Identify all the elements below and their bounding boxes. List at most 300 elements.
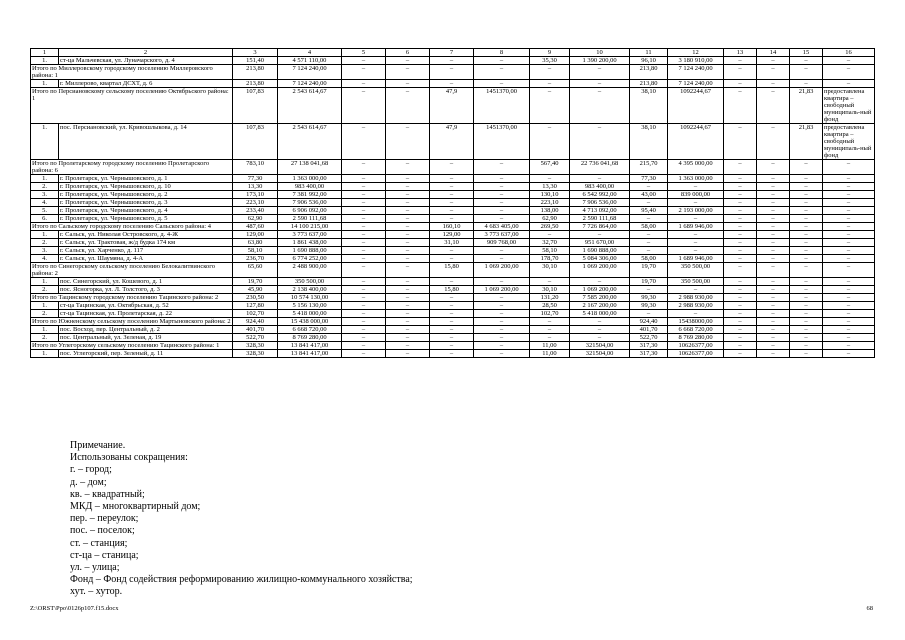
table-cell: –: [386, 199, 430, 207]
table-cell: 95,40: [630, 207, 668, 215]
table-cell: –: [790, 215, 823, 223]
table-cell: –: [724, 263, 757, 278]
table-cell: 269,50: [530, 223, 570, 231]
table-cell: 13,30: [233, 183, 278, 191]
table-cell: –: [342, 263, 386, 278]
table-cell: 567,40: [530, 160, 570, 175]
table-cell: 1092244,67: [668, 88, 724, 124]
table-cell: –: [570, 80, 630, 88]
table-cell: –: [386, 247, 430, 255]
footer-file-path: Z:\ORST\Ppo\0126p107.f15.docx: [30, 605, 119, 612]
table-cell: –: [790, 326, 823, 334]
table-cell: –: [474, 294, 530, 302]
table-cell: –: [430, 310, 474, 318]
table-cell: 6 906 092,00: [278, 207, 342, 215]
table-cell: 13,30: [530, 183, 570, 191]
table-cell: 130,10: [530, 191, 570, 199]
row-number-cell: 2.: [31, 183, 59, 191]
subtotal-row: [31, 342, 875, 350]
table-cell: –: [668, 310, 724, 318]
table-cell: 5 156 130,00: [278, 302, 342, 310]
table-cell: –: [474, 160, 530, 175]
table-cell: 30,10: [530, 263, 570, 278]
table-cell: 223,10: [233, 199, 278, 207]
table-cell: –: [790, 247, 823, 255]
table-cell: 62,90: [530, 215, 570, 223]
table-cell: –: [823, 350, 875, 358]
table-cell: 2 988 930,00: [668, 302, 724, 310]
table-row: [31, 57, 875, 65]
column-number-cell: 6: [386, 49, 430, 57]
table-cell: 4 713 092,00: [570, 207, 630, 215]
column-number-cell: 2: [59, 49, 233, 57]
note-line: хут. – хутор.: [70, 586, 123, 598]
table-cell: –: [757, 263, 790, 278]
table-cell: –: [757, 223, 790, 231]
table-cell: –: [474, 191, 530, 199]
table-cell: –: [570, 334, 630, 342]
table-cell: –: [342, 191, 386, 199]
table-cell: предоставлена квартира – свободный муниципаль-ный фонд: [823, 88, 875, 124]
table-cell: –: [790, 57, 823, 65]
note-line: кв. – квадратный;: [70, 488, 145, 500]
note-line: Фонд – Фонд содействия реформированию жилищно-коммунального хозяйства;: [70, 574, 413, 586]
table-cell: 58,10: [233, 247, 278, 255]
table-cell: –: [668, 231, 724, 239]
table-cell: 1 690 888,00: [570, 247, 630, 255]
table-cell: –: [757, 160, 790, 175]
table-cell: 15,80: [430, 263, 474, 278]
table-cell: 487,60: [233, 223, 278, 231]
table-cell: 1 690 888,00: [278, 247, 342, 255]
row-number-cell: 3.: [31, 247, 59, 255]
table-row: [31, 247, 875, 255]
table-cell: –: [430, 334, 474, 342]
row-number-cell: 2.: [31, 239, 59, 247]
table-cell: –: [823, 302, 875, 310]
table-cell: 151,40: [233, 57, 278, 65]
subtotal-label: Итого по Южненскому сельскому поселению Мартыновского района: 2: [32, 318, 231, 325]
note-line: МКД – многоквартирный дом;: [70, 501, 201, 513]
table-cell: –: [823, 65, 875, 80]
table-cell: –: [342, 215, 386, 223]
address-cell: г. Сальск, ул. Николая Островского, д. 4-Ж: [59, 231, 233, 239]
table-cell: –: [790, 263, 823, 278]
table-cell: –: [570, 278, 630, 286]
table-cell: –: [342, 350, 386, 358]
table-cell: 230,50: [233, 294, 278, 302]
address-cell: г. Пролетарск, ул. Чернышовского, д. 3: [59, 199, 233, 207]
subtotal-row: [31, 318, 875, 326]
row-number-cell: 4.: [31, 199, 59, 207]
row-number-cell: 1.: [31, 80, 59, 88]
table-cell: –: [386, 223, 430, 231]
subtotal-label: Итого по Синегорскому сельскому поселению Белокалитвинского района: 2: [31, 263, 233, 278]
table-cell: –: [342, 310, 386, 318]
table-cell: –: [790, 350, 823, 358]
table-cell: –: [430, 255, 474, 263]
table-cell: –: [757, 334, 790, 342]
table-cell: –: [823, 183, 875, 191]
subtotal-row: [31, 160, 875, 175]
table-cell: –: [724, 239, 757, 247]
table-cell: 1451370,00: [474, 124, 530, 160]
table-cell: 1 069 200,00: [570, 263, 630, 278]
table-cell: 38,10: [630, 88, 668, 124]
table-cell: –: [342, 88, 386, 124]
table-cell: 11,00: [530, 350, 570, 358]
table-cell: –: [790, 199, 823, 207]
table-cell: 27 138 041,68: [278, 160, 342, 175]
table-cell: 102,70: [530, 310, 570, 318]
table-cell: –: [386, 65, 430, 80]
table-cell: 7 726 864,00: [570, 223, 630, 231]
table-cell: –: [342, 183, 386, 191]
table-cell: 43,00: [630, 191, 668, 199]
table-cell: 14 100 215,00: [278, 223, 342, 231]
table-cell: –: [790, 65, 823, 80]
column-number-cell: 7: [430, 49, 474, 57]
table-cell: 28,50: [530, 302, 570, 310]
table-cell: 4 395 000,00: [668, 160, 724, 175]
table-cell: 62,90: [233, 215, 278, 223]
table-cell: 3 773 637,00: [474, 231, 530, 239]
table-cell: 350 500,00: [668, 263, 724, 278]
table-cell: 19,70: [630, 278, 668, 286]
table-cell: 127,80: [233, 302, 278, 310]
subtotal-label: Итого по Углегорскому сельскому поселению Тацинского района: 1: [31, 342, 233, 350]
table-cell: 7 585 200,00: [570, 294, 630, 302]
table-cell: 321504,00: [570, 342, 630, 350]
table-cell: 2 138 400,00: [278, 286, 342, 294]
table-cell: предоставлена квартира – свободный муниципаль-ный фонд: [823, 124, 875, 160]
table-cell: 317,30: [630, 350, 668, 358]
table-cell: –: [823, 247, 875, 255]
table-cell: 102,70: [233, 310, 278, 318]
table-cell: –: [724, 57, 757, 65]
table-cell: 1 069 200,00: [474, 263, 530, 278]
table-row: [31, 302, 875, 310]
table-cell: –: [757, 231, 790, 239]
column-number-cell: 4: [278, 49, 342, 57]
table-cell: 213,80: [630, 65, 668, 80]
column-number-cell: 14: [757, 49, 790, 57]
table-cell: –: [342, 239, 386, 247]
table-cell: –: [724, 326, 757, 334]
table-cell: –: [823, 239, 875, 247]
table-cell: –: [570, 175, 630, 183]
table-cell: 233,40: [233, 207, 278, 215]
table-cell: –: [668, 215, 724, 223]
table-cell: –: [530, 124, 570, 160]
subtotal-row: [31, 223, 875, 231]
column-number-cell: 12: [668, 49, 724, 57]
table-cell: 213,80: [630, 80, 668, 88]
table-cell: –: [724, 350, 757, 358]
table-row: [31, 334, 875, 342]
table-cell: –: [342, 255, 386, 263]
table-cell: 1 363 000,00: [668, 175, 724, 183]
table-cell: –: [342, 247, 386, 255]
table-cell: –: [823, 160, 875, 175]
table-cell: –: [757, 255, 790, 263]
table-cell: 215,70: [630, 160, 668, 175]
table-cell: 1 390 200,00: [570, 57, 630, 65]
table-cell: –: [668, 286, 724, 294]
subtotal-row: [31, 65, 875, 80]
table-cell: –: [823, 223, 875, 231]
table-cell: –: [474, 310, 530, 318]
table-cell: –: [430, 326, 474, 334]
row-number-cell: 1.: [31, 326, 59, 334]
notes-title: Примечание.: [70, 440, 126, 451]
note-line: пос. – поселок;: [70, 525, 135, 537]
table-cell: –: [342, 278, 386, 286]
table-cell: –: [823, 191, 875, 199]
table-cell: –: [790, 318, 823, 326]
subtotal-label: Итого по Персиановскому сельскому поселению Октябрьского района: 1: [31, 88, 233, 124]
table-cell: –: [790, 207, 823, 215]
table-row: [31, 199, 875, 207]
table-cell: 77,30: [630, 175, 668, 183]
table-cell: 13 841 417,00: [278, 350, 342, 358]
table-cell: –: [342, 326, 386, 334]
table-cell: –: [790, 310, 823, 318]
table-cell: –: [386, 239, 430, 247]
table-cell: 328,30: [233, 350, 278, 358]
table-cell: –: [474, 318, 530, 326]
table-cell: 7 124 240,00: [278, 80, 342, 88]
table-cell: –: [474, 278, 530, 286]
table-cell: 1 069 200,00: [570, 286, 630, 294]
table-cell: 15,80: [430, 286, 474, 294]
table-cell: 1 069 200,00: [474, 286, 530, 294]
subtotal-row: [31, 263, 875, 278]
note-line: Использованы сокращения:: [70, 452, 188, 464]
table-row: [31, 80, 875, 88]
table-cell: –: [474, 326, 530, 334]
table-cell: –: [757, 183, 790, 191]
table-cell: 236,70: [233, 255, 278, 263]
table-cell: 7 124 240,00: [668, 80, 724, 88]
table-cell: 30,10: [530, 286, 570, 294]
table-cell: –: [342, 334, 386, 342]
table-cell: 21,83: [790, 88, 823, 124]
table-cell: –: [724, 124, 757, 160]
row-number-cell: 1.: [31, 302, 59, 310]
table-cell: 99,30: [630, 302, 668, 310]
table-cell: –: [474, 57, 530, 65]
table-cell: –: [823, 231, 875, 239]
table-cell: 5 418 000,00: [278, 310, 342, 318]
row-number-cell: 1.: [31, 278, 59, 286]
address-cell: пос. Персиановский, ул. Кривошлыкова, д. 14: [59, 124, 233, 160]
address-cell: пос. Восход, пер. Центральный, д. 2: [59, 326, 233, 334]
table-cell: –: [724, 88, 757, 124]
table-cell: –: [724, 80, 757, 88]
table-cell: 21,83: [790, 124, 823, 160]
table-cell: 839 000,00: [668, 191, 724, 199]
table-cell: 2 543 614,67: [278, 124, 342, 160]
table-cell: –: [790, 302, 823, 310]
table-cell: 173,10: [233, 191, 278, 199]
table-cell: –: [757, 175, 790, 183]
address-cell: г. Пролетарск, ул. Чернышовского, д. 5: [59, 215, 233, 223]
note-line: г. – город;: [70, 464, 112, 476]
address-cell: г. Сальск, ул. Трактовая, ж/д будка 174 км: [59, 239, 233, 247]
table-cell: 38,10: [630, 124, 668, 160]
table-row: [31, 191, 875, 199]
subtotal-label: Итого по Тацинскому городскому поселению Тацинского района: 2: [31, 294, 233, 302]
table-cell: 160,10: [430, 223, 474, 231]
table-cell: 522,70: [233, 334, 278, 342]
table-cell: 58,10: [530, 247, 570, 255]
table-cell: –: [474, 199, 530, 207]
table-cell: –: [724, 231, 757, 239]
table-cell: –: [823, 334, 875, 342]
table-cell: 4 571 110,00: [278, 57, 342, 65]
table-cell: –: [430, 207, 474, 215]
row-number-cell: 6.: [31, 215, 59, 223]
table-cell: 15 438 000,00: [278, 318, 342, 326]
table-cell: –: [630, 310, 668, 318]
table-cell: –: [386, 175, 430, 183]
table-cell: 47,9: [430, 124, 474, 160]
table-cell: 2 193 000,00: [668, 207, 724, 215]
row-number-cell: 1.: [31, 124, 59, 160]
note-line: ул. – улица;: [70, 562, 120, 574]
table-cell: 7 124 240,00: [668, 65, 724, 80]
table-cell: –: [430, 247, 474, 255]
table-cell: –: [757, 294, 790, 302]
row-number-cell: 1.: [31, 231, 59, 239]
table-cell: –: [570, 88, 630, 124]
table-row: [31, 278, 875, 286]
table-cell: 58,00: [630, 255, 668, 263]
table-cell: 96,10: [630, 57, 668, 65]
table-cell: –: [386, 318, 430, 326]
table-cell: –: [430, 57, 474, 65]
table-cell: –: [823, 255, 875, 263]
table-cell: –: [530, 175, 570, 183]
table-cell: –: [757, 124, 790, 160]
table-cell: –: [630, 231, 668, 239]
table-cell: –: [342, 318, 386, 326]
table-cell: –: [790, 223, 823, 231]
table-cell: 223,10: [530, 199, 570, 207]
table-cell: –: [757, 88, 790, 124]
table-cell: –: [823, 294, 875, 302]
table-cell: –: [430, 191, 474, 199]
column-number-cell: 8: [474, 49, 530, 57]
table-cell: 328,30: [233, 342, 278, 350]
table-cell: 22 736 041,68: [570, 160, 630, 175]
address-cell: пос. Углегорский, пер. Зеленый, д. 11: [59, 350, 233, 358]
table-row: [31, 255, 875, 263]
table-cell: –: [823, 80, 875, 88]
subtotal-label: Итого по Пролетарскому городскому поселению Пролетарского района: 6: [31, 160, 233, 175]
table-cell: –: [823, 326, 875, 334]
table-cell: –: [430, 65, 474, 80]
table-cell: 401,70: [630, 326, 668, 334]
table-cell: 65,60: [233, 263, 278, 278]
address-cell: ст-ца Мальчевская, ул. Луначарского, д. 4: [59, 57, 233, 65]
table-cell: 13 841 417,00: [278, 342, 342, 350]
table-cell: –: [823, 175, 875, 183]
table-cell: –: [724, 160, 757, 175]
table-cell: –: [724, 302, 757, 310]
table-cell: 350 500,00: [668, 278, 724, 286]
table-cell: –: [790, 183, 823, 191]
table-cell: –: [474, 350, 530, 358]
table-cell: –: [724, 199, 757, 207]
table-cell: –: [474, 247, 530, 255]
table-cell: –: [386, 342, 430, 350]
column-number-cell: 9: [530, 49, 570, 57]
address-cell: г. Сальск, ул. Шаумяна, д. 4-А: [59, 255, 233, 263]
table-cell: –: [724, 223, 757, 231]
column-number-cell: 5: [342, 49, 386, 57]
table-cell: –: [790, 255, 823, 263]
table-header-row: [31, 49, 875, 57]
table-cell: 138,00: [530, 207, 570, 215]
address-cell: пос. Синегорский, ул. Кошевого, д. 1: [59, 278, 233, 286]
table-cell: 19,70: [630, 263, 668, 278]
table-cell: –: [724, 207, 757, 215]
table-row: [31, 175, 875, 183]
table-cell: 58,00: [630, 223, 668, 231]
table-cell: –: [570, 326, 630, 334]
table-cell: 131,20: [530, 294, 570, 302]
table-cell: –: [530, 231, 570, 239]
table-cell: –: [790, 160, 823, 175]
address-cell: г. Пролетарск, ул. Чернышовского, д. 10: [59, 183, 233, 191]
table-cell: 10626377,00: [668, 342, 724, 350]
table-cell: 5 084 306,00: [570, 255, 630, 263]
table-cell: –: [757, 318, 790, 326]
table-row: [31, 124, 875, 160]
column-number-cell: 10: [570, 49, 630, 57]
table-cell: –: [724, 255, 757, 263]
address-cell: г. Сальск, ул. Харченко, д. 117: [59, 247, 233, 255]
table-cell: –: [757, 215, 790, 223]
table-cell: –: [430, 183, 474, 191]
table-cell: 401,70: [233, 326, 278, 334]
table-cell: 11,00: [530, 342, 570, 350]
table-cell: 951 670,00: [570, 239, 630, 247]
table-cell: –: [342, 342, 386, 350]
row-number-cell: 4.: [31, 255, 59, 263]
table-cell: –: [430, 294, 474, 302]
column-number-cell: 11: [630, 49, 668, 57]
table-cell: –: [724, 215, 757, 223]
table-cell: –: [342, 124, 386, 160]
table-cell: –: [474, 334, 530, 342]
table-cell: 321504,00: [570, 350, 630, 358]
table-cell: –: [823, 57, 875, 65]
table-cell: 522,70: [630, 334, 668, 342]
table-cell: –: [430, 350, 474, 358]
table-cell: –: [386, 231, 430, 239]
table-cell: –: [430, 302, 474, 310]
table-cell: 924,40: [233, 318, 278, 326]
address-cell: пос. Центральный, ул. Зеленая, д. 19: [59, 334, 233, 342]
table-cell: –: [823, 215, 875, 223]
subtotal-label: Итого по Сальскому городскому поселению Сальского района: 4: [31, 223, 233, 231]
notes-block: [70, 440, 413, 599]
table-row: [31, 326, 875, 334]
table-cell: –: [757, 310, 790, 318]
